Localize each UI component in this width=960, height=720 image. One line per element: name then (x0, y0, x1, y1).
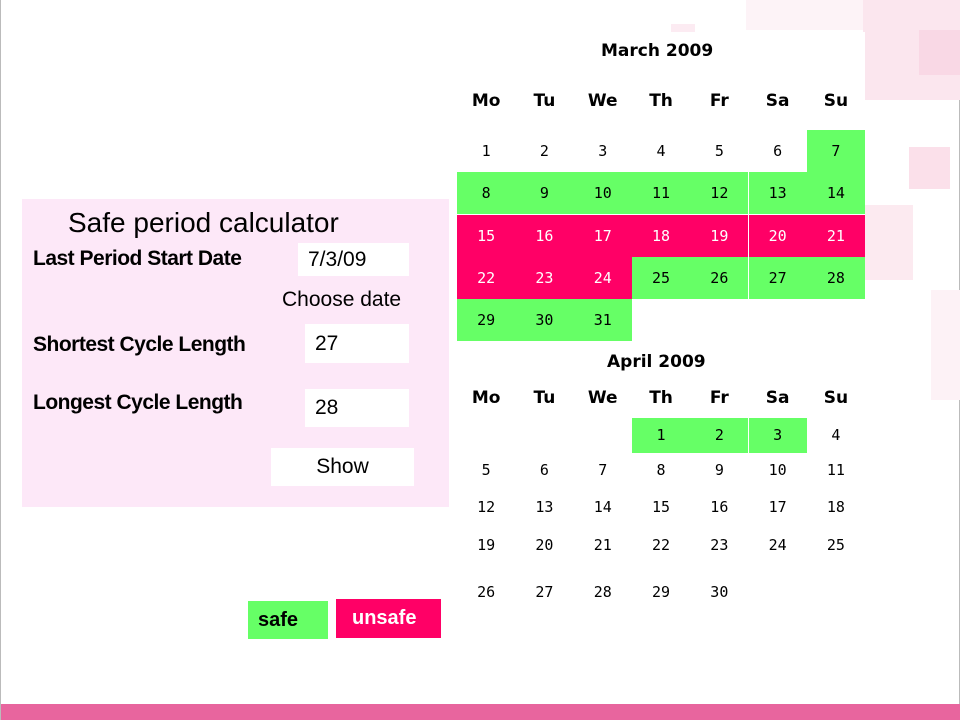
calendar-day[interactable]: 10 (768, 461, 787, 479)
calendar-day[interactable]: 18 (632, 215, 690, 257)
calendar-empty-cell (574, 418, 632, 453)
choose-date-link[interactable]: Choose date (282, 288, 402, 311)
calendar-day[interactable]: 26 (477, 583, 496, 601)
weekday-header: We (587, 388, 618, 408)
calendar-day[interactable]: 1 (481, 142, 491, 160)
shortest-cycle-label: Shortest Cycle Length (33, 333, 246, 356)
calendar-day[interactable]: 6 (773, 142, 783, 160)
calendar-day[interactable]: 2 (539, 142, 549, 160)
calendar-empty-cell (690, 299, 748, 341)
calendar-day[interactable]: 10 (574, 172, 632, 214)
calendar-day[interactable]: 3 (749, 418, 807, 453)
calendar-day[interactable]: 31 (574, 299, 632, 341)
shortest-cycle-field[interactable] (305, 324, 409, 363)
longest-cycle-field[interactable] (305, 389, 409, 427)
calendar-day[interactable]: 27 (535, 583, 554, 601)
weekday-header: Sa (765, 91, 790, 111)
weekday-header: Fr (709, 91, 729, 111)
calendar-day[interactable]: 23 (515, 257, 573, 299)
calendar-day[interactable]: 12 (690, 172, 748, 214)
calendar-day[interactable]: 14 (807, 172, 865, 214)
calendar-day[interactable]: 20 (749, 215, 807, 257)
calendar-day[interactable]: 19 (690, 215, 748, 257)
calendar-day[interactable]: 29 (457, 299, 515, 341)
calendar-day[interactable]: 5 (714, 142, 724, 160)
calendar-day[interactable]: 25 (826, 536, 845, 554)
calendar-day[interactable]: 9 (515, 172, 573, 214)
calendar-day[interactable]: 30 (710, 583, 729, 601)
last-period-label: Last Period Start Date (33, 247, 242, 270)
calendar-day[interactable]: 24 (768, 536, 787, 554)
calendar-day[interactable]: 24 (574, 257, 632, 299)
calendar-day[interactable]: 30 (515, 299, 573, 341)
calendar-day[interactable]: 15 (457, 215, 515, 257)
calendar-day[interactable]: 14 (593, 498, 612, 516)
show-button[interactable]: Show (271, 448, 414, 486)
calendar-empty-cell (807, 575, 865, 610)
calendar-day[interactable]: 13 (535, 498, 554, 516)
calendar-day[interactable]: 11 (826, 461, 845, 479)
calendar-empty-cell (749, 299, 807, 341)
calendar-day[interactable]: 18 (826, 498, 845, 516)
weekday-header: Fr (709, 388, 729, 408)
calendar-day[interactable]: 8 (656, 461, 666, 479)
april-calendar-title: April 2009 (607, 352, 706, 372)
page-title: Safe period calculator (68, 207, 339, 238)
calendar-day[interactable]: 20 (535, 536, 554, 554)
calendar-day[interactable]: 22 (652, 536, 671, 554)
calendar-day[interactable]: 3 (598, 142, 608, 160)
calendar-day[interactable]: 5 (481, 461, 491, 479)
calendar-day[interactable]: 17 (574, 215, 632, 257)
calendar-day[interactable]: 21 (807, 215, 865, 257)
calendar-day[interactable]: 7 (807, 130, 865, 172)
calendar-day[interactable]: 4 (656, 142, 666, 160)
calendar-day[interactable]: 7 (598, 461, 608, 479)
calendar-day[interactable]: 16 (710, 498, 729, 516)
background-decoration (919, 30, 960, 75)
calendar-day[interactable]: 2 (690, 418, 748, 453)
calendar-day[interactable]: 9 (714, 461, 724, 479)
calculator-panel (22, 199, 449, 507)
calendar-day[interactable]: 23 (710, 536, 729, 554)
background-decoration (863, 205, 913, 280)
weekday-header: We (587, 91, 618, 111)
calendar-day[interactable]: 19 (477, 536, 496, 554)
weekday-header: Tu (533, 91, 556, 111)
calendar-day[interactable]: 8 (457, 172, 515, 214)
march-calendar-title: March 2009 (601, 41, 714, 61)
calendar-day[interactable]: 1 (632, 418, 690, 453)
weekday-header: Su (823, 91, 849, 111)
calendar-day[interactable]: 29 (652, 583, 671, 601)
calendar-day[interactable]: 21 (593, 536, 612, 554)
background-decoration (931, 290, 960, 400)
weekday-header: Mo (471, 91, 501, 111)
weekday-header: Mo (471, 388, 501, 408)
longest-cycle-label: Longest Cycle Length (33, 391, 243, 414)
calendar-day[interactable]: 17 (768, 498, 787, 516)
legend-safe: safe (248, 601, 328, 639)
last-period-date-field[interactable] (298, 243, 409, 276)
calendar-empty-cell (632, 299, 690, 341)
calendar-day[interactable]: 22 (457, 257, 515, 299)
calendar-day[interactable]: 12 (477, 498, 496, 516)
weekday-header: Th (649, 388, 673, 408)
calendar-day[interactable]: 28 (807, 257, 865, 299)
calendar-empty-cell (749, 575, 807, 610)
legend-unsafe: unsafe (336, 599, 441, 638)
weekday-header: Th (649, 91, 673, 111)
calendar-day[interactable]: 6 (539, 461, 549, 479)
calendar-day[interactable]: 11 (632, 172, 690, 214)
calendar-day[interactable]: 28 (593, 583, 612, 601)
calendar-empty-cell (457, 418, 515, 453)
calendar-day[interactable]: 25 (632, 257, 690, 299)
background-decoration (909, 147, 950, 189)
calendar-day[interactable]: 4 (831, 426, 841, 444)
calendar-day[interactable]: 15 (652, 498, 671, 516)
bottom-bar (1, 704, 960, 720)
calendar-day[interactable]: 16 (515, 215, 573, 257)
calendar-day[interactable]: 13 (749, 172, 807, 214)
weekday-header: Tu (533, 388, 556, 408)
weekday-header: Su (823, 388, 849, 408)
weekday-header: Sa (765, 388, 790, 408)
calendar-day[interactable]: 26 (690, 257, 748, 299)
calendar-empty-cell (807, 299, 865, 341)
calendar-day[interactable]: 27 (749, 257, 807, 299)
calendar-empty-cell (515, 418, 573, 453)
